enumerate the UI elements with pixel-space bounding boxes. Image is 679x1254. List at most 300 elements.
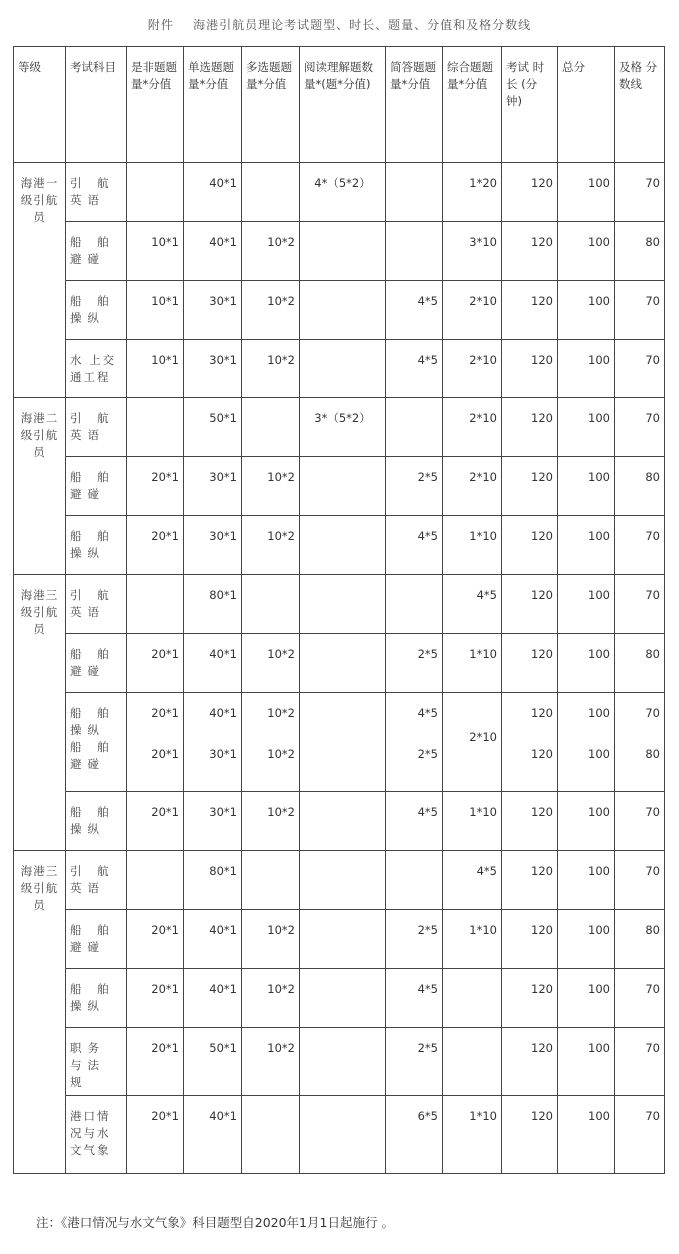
cell-value: 40*1 [209,982,237,996]
cell-value: 100 [588,864,610,878]
subject-cell [66,910,127,969]
cell-comp [443,575,502,634]
cell-reading [300,163,386,222]
cell-pass [615,575,665,634]
cell-short [386,340,443,398]
cell-total [558,910,615,969]
cell-pass [615,634,665,693]
cell-pass [615,1028,665,1096]
cell-multi [242,1028,300,1096]
table-row [14,792,665,851]
cell-tf [127,693,184,792]
subject-cell [66,792,127,851]
cell-value: 80 [645,470,660,484]
cell-value: 4*5 [417,706,438,720]
cell-tf [127,457,184,516]
cell-comp [443,516,502,575]
table-row [14,222,665,281]
exam-table [13,46,665,1174]
cell-tf [127,969,184,1028]
cell-value: 100 [588,1109,610,1123]
cell-comp [443,792,502,851]
cell-value: 120 [531,706,553,720]
cell-value: 10*2 [267,923,295,937]
cell-value: 120 [531,588,553,602]
subject-cell [66,1028,127,1096]
cell-value: 30*1 [209,470,237,484]
header-cell: 综合题题量*分值 [443,47,502,163]
cell-value: 1*10 [469,923,497,937]
table-row [14,340,665,398]
cell-value: 100 [588,529,610,543]
subject-text: 港口情况与水文气象 [70,1109,111,1157]
cell-value: 20*1 [151,1041,179,1055]
subject-cell [66,1096,127,1174]
cell-value: 4*5 [417,353,438,367]
header-cell: 阅读理解题数量*(题*分值) [300,47,386,163]
cell-comp [443,281,502,340]
cell-time [502,910,558,969]
cell-short [386,851,443,910]
cell-value: 40*1 [209,706,237,720]
cell-reading [300,516,386,575]
cell-single [184,575,242,634]
cell-value: 2*5 [417,470,438,484]
cell-value: 10*2 [267,982,295,996]
cell-total [558,340,615,398]
cell-single [184,457,242,516]
header-cell: 是非题题量*分值 [127,47,184,163]
cell-value: 1*10 [469,647,497,661]
cell-tf [127,163,184,222]
subject-text: 引 航英语 [70,176,115,207]
cell-multi [242,969,300,1028]
cell-value: 2*10 [469,294,497,308]
cell-value: 100 [588,294,610,308]
cell-comp [443,851,502,910]
cell-value: 120 [531,529,553,543]
cell-total [558,634,615,693]
cell-total [558,398,615,457]
grade-cell: 海港二级引航员 [14,398,66,575]
cell-total [558,575,615,634]
subject-text: 引 航英语 [70,864,115,895]
table-row [14,575,665,634]
subject-cell [66,340,127,398]
footnote: 注：《港口情况与水文气象》科目题型自2020年1月1日起施行 。 [36,1215,394,1230]
cell-value: 2*10 [469,353,497,367]
cell-value: 100 [588,353,610,367]
cell-value: 40*1 [209,235,237,249]
cell-value-overlap: 30*1 [209,747,237,761]
cell-time [502,1028,558,1096]
cell-value: 70 [645,1041,660,1055]
cell-multi [242,457,300,516]
cell-value: 40*1 [209,1109,237,1123]
cell-pass [615,340,665,398]
table-row [14,281,665,340]
cell-value: 20*1 [151,1109,179,1123]
cell-short [386,1096,443,1174]
cell-value: 4*5 [476,588,497,602]
cell-value: 120 [531,647,553,661]
cell-total [558,457,615,516]
cell-value: 10*2 [267,529,295,543]
cell-tf [127,340,184,398]
cell-reading [300,693,386,792]
cell-tf [127,910,184,969]
cell-value: 2*5 [417,1041,438,1055]
cell-reading [300,910,386,969]
cell-value: 20*1 [151,805,179,819]
cell-comp [443,910,502,969]
cell-value: 70 [645,864,660,878]
cell-value: 120 [531,1109,553,1123]
cell-short [386,1028,443,1096]
cell-value: 30*1 [209,529,237,543]
cell-total [558,1028,615,1096]
cell-value: 10*2 [267,647,295,661]
cell-reading [300,222,386,281]
cell-time [502,693,558,792]
cell-value: 3*10 [469,235,497,249]
cell-total [558,969,615,1028]
cell-total [558,792,615,851]
cell-short [386,575,443,634]
cell-value: 30*1 [209,294,237,308]
cell-value: 120 [531,470,553,484]
cell-value: 10*2 [267,294,295,308]
table-row [14,693,665,792]
subject-text: 水 上交通工程 [70,353,117,384]
cell-value: 4*5 [476,864,497,878]
cell-value: 10*2 [267,470,295,484]
cell-value: 100 [588,588,610,602]
cell-reading [300,457,386,516]
table-row [14,910,665,969]
cell-pass [615,457,665,516]
subject-cell [66,163,127,222]
cell-pass [615,1096,665,1174]
cell-pass [615,910,665,969]
table-row [14,1028,665,1096]
cell-value: 80*1 [209,588,237,602]
cell-value-overlap: 80 [645,747,660,761]
cell-value: 80 [645,647,660,661]
cell-time [502,398,558,457]
cell-value: 80 [645,923,660,937]
cell-tf [127,1028,184,1096]
subject-text: 船 舶避碰 [70,235,115,266]
cell-value: 10*2 [267,1041,295,1055]
cell-value: 100 [588,805,610,819]
cell-value: 2*5 [417,647,438,661]
cell-multi [242,1096,300,1174]
cell-value: 6*5 [417,1109,438,1123]
cell-total [558,281,615,340]
cell-value: 40*1 [209,647,237,661]
cell-short [386,398,443,457]
cell-comp [443,1028,502,1096]
cell-short [386,516,443,575]
cell-value-overlap: 20*1 [151,747,179,761]
cell-value: 20*1 [151,923,179,937]
cell-multi [242,281,300,340]
header-cell: 考试 时长 (分钟) [502,47,558,163]
cell-short [386,910,443,969]
subject-cell [66,851,127,910]
cell-value: 1*10 [469,1109,497,1123]
cell-value-overlap: 10*2 [267,747,295,761]
cell-reading [300,792,386,851]
cell-multi [242,910,300,969]
cell-value: 3*（5*2） [314,411,371,425]
cell-value: 4*5 [417,982,438,996]
cell-reading [300,1028,386,1096]
cell-value: 70 [645,706,660,720]
cell-value: 80 [645,235,660,249]
cell-pass [615,398,665,457]
cell-multi [242,222,300,281]
cell-total [558,516,615,575]
cell-time [502,340,558,398]
cell-value: 4*（5*2） [314,176,371,190]
subject-cell [66,516,127,575]
subject-text-overlap: 船 舶避碰 [70,740,115,771]
cell-time [502,163,558,222]
cell-value: 4*5 [417,294,438,308]
table-row [14,969,665,1028]
header-row [14,47,665,163]
cell-multi [242,516,300,575]
header-cell: 简答题题量*分值 [386,47,443,163]
cell-reading [300,575,386,634]
cell-value: 20*1 [151,982,179,996]
cell-comp [443,1096,502,1174]
cell-reading [300,634,386,693]
cell-value: 30*1 [209,353,237,367]
subject-text: 船 舶避碰 [70,470,115,501]
cell-multi [242,693,300,792]
cell-value: 120 [531,235,553,249]
cell-tf [127,575,184,634]
cell-time [502,792,558,851]
cell-time [502,1096,558,1174]
cell-single [184,281,242,340]
cell-pass [615,222,665,281]
cell-value-overlap: 2*5 [417,747,438,761]
cell-value: 70 [645,176,660,190]
cell-value: 1*10 [469,805,497,819]
cell-single [184,1096,242,1174]
cell-value: 70 [645,411,660,425]
cell-value: 4*5 [417,805,438,819]
cell-value: 100 [588,1041,610,1055]
cell-value: 20*1 [151,470,179,484]
cell-tf [127,222,184,281]
header-cell: 多选题题量*分值 [242,47,300,163]
cell-value: 120 [531,353,553,367]
cell-short [386,969,443,1028]
cell-single [184,792,242,851]
subject-text: 引 航英语 [70,588,115,619]
cell-short [386,222,443,281]
cell-total [558,693,615,792]
cell-tf [127,792,184,851]
cell-tf [127,851,184,910]
subject-text: 引 航英语 [70,411,115,442]
cell-value: 70 [645,1109,660,1123]
cell-single [184,969,242,1028]
cell-multi [242,340,300,398]
subject-text: 船 舶操纵 [70,706,115,737]
subject-text: 职务与法规 [70,1041,105,1089]
cell-reading [300,340,386,398]
cell-comp [443,398,502,457]
cell-reading [300,281,386,340]
cell-reading [300,1096,386,1174]
cell-value: 120 [531,294,553,308]
cell-total [558,851,615,910]
cell-single [184,851,242,910]
cell-value: 10*1 [151,353,179,367]
subject-cell [66,634,127,693]
cell-time [502,575,558,634]
cell-single [184,163,242,222]
table-row [14,457,665,516]
subject-cell [66,398,127,457]
cell-value: 70 [645,805,660,819]
subject-cell [66,457,127,516]
cell-pass [615,516,665,575]
cell-value: 40*1 [209,923,237,937]
cell-value: 30*1 [209,805,237,819]
cell-value-overlap: 120 [531,747,553,761]
cell-time [502,457,558,516]
cell-value: 120 [531,411,553,425]
header-cell: 单选题题量*分值 [184,47,242,163]
cell-total [558,222,615,281]
cell-single [184,516,242,575]
cell-single [184,1028,242,1096]
subject-text: 船 舶操纵 [70,982,115,1013]
table-row [14,163,665,222]
grade-cell: 海港三级引航员 [14,851,66,1174]
cell-time [502,634,558,693]
subject-text: 船 舶避碰 [70,647,115,678]
cell-value: 100 [588,411,610,425]
cell-tf [127,1096,184,1174]
subject-cell [66,969,127,1028]
cell-value: 120 [531,805,553,819]
cell-pass [615,693,665,792]
cell-value: 20*1 [151,529,179,543]
cell-value: 10*1 [151,235,179,249]
cell-value: 70 [645,294,660,308]
cell-value: 4*5 [417,529,438,543]
table-row [14,634,665,693]
cell-multi [242,634,300,693]
cell-value: 70 [645,588,660,602]
cell-reading [300,851,386,910]
cell-multi [242,792,300,851]
cell-value-overlap [304,729,381,746]
subject-cell [66,693,127,792]
cell-value: 20*1 [151,647,179,661]
header-cell: 及格 分数线 [615,47,665,163]
cell-value: 120 [531,864,553,878]
table-row [14,1096,665,1174]
cell-comp [443,340,502,398]
cell-value: 120 [531,982,553,996]
header-cell: 总分 [558,47,615,163]
cell-value: 1*20 [469,176,497,190]
cell-value: 70 [645,353,660,367]
cell-value: 100 [588,923,610,937]
cell-value: 70 [645,982,660,996]
cell-value: 100 [588,982,610,996]
subject-text: 船 舶操纵 [70,529,115,560]
cell-value: 100 [588,470,610,484]
cell-comp [443,222,502,281]
subject-cell [66,575,127,634]
cell-multi [242,398,300,457]
cell-short [386,163,443,222]
cell-value: 10*1 [151,294,179,308]
cell-tf [127,516,184,575]
cell-value: 50*1 [209,1041,237,1055]
cell-short [386,693,443,792]
cell-short [386,281,443,340]
cell-reading [300,969,386,1028]
cell-value: 2*5 [417,923,438,937]
cell-pass [615,792,665,851]
cell-multi [242,851,300,910]
table-row [14,398,665,457]
subject-cell [66,222,127,281]
cell-comp [443,634,502,693]
cell-time [502,281,558,340]
cell-time [502,969,558,1028]
table-row [14,516,665,575]
cell-time [502,516,558,575]
cell-pass [615,969,665,1028]
cell-value: 100 [588,235,610,249]
cell-tf [127,281,184,340]
cell-pass [615,281,665,340]
cell-pass [615,851,665,910]
cell-single [184,222,242,281]
cell-value: 2*10 [469,470,497,484]
cell-comp [443,457,502,516]
cell-total [558,163,615,222]
cell-value: 70 [645,529,660,543]
cell-value: 2*10 [469,411,497,425]
cell-value: 100 [588,176,610,190]
cell-multi [242,575,300,634]
grade-cell: 海港一级引航员 [14,163,66,398]
header-cell: 考试科目 [66,47,127,163]
cell-value: 120 [531,923,553,937]
cell-value: 100 [588,647,610,661]
cell-time [502,222,558,281]
cell-comp [443,969,502,1028]
cell-value: 10*2 [267,805,295,819]
subject-cell [66,281,127,340]
cell-single [184,398,242,457]
cell-value: 10*2 [267,235,295,249]
cell-comp [443,163,502,222]
